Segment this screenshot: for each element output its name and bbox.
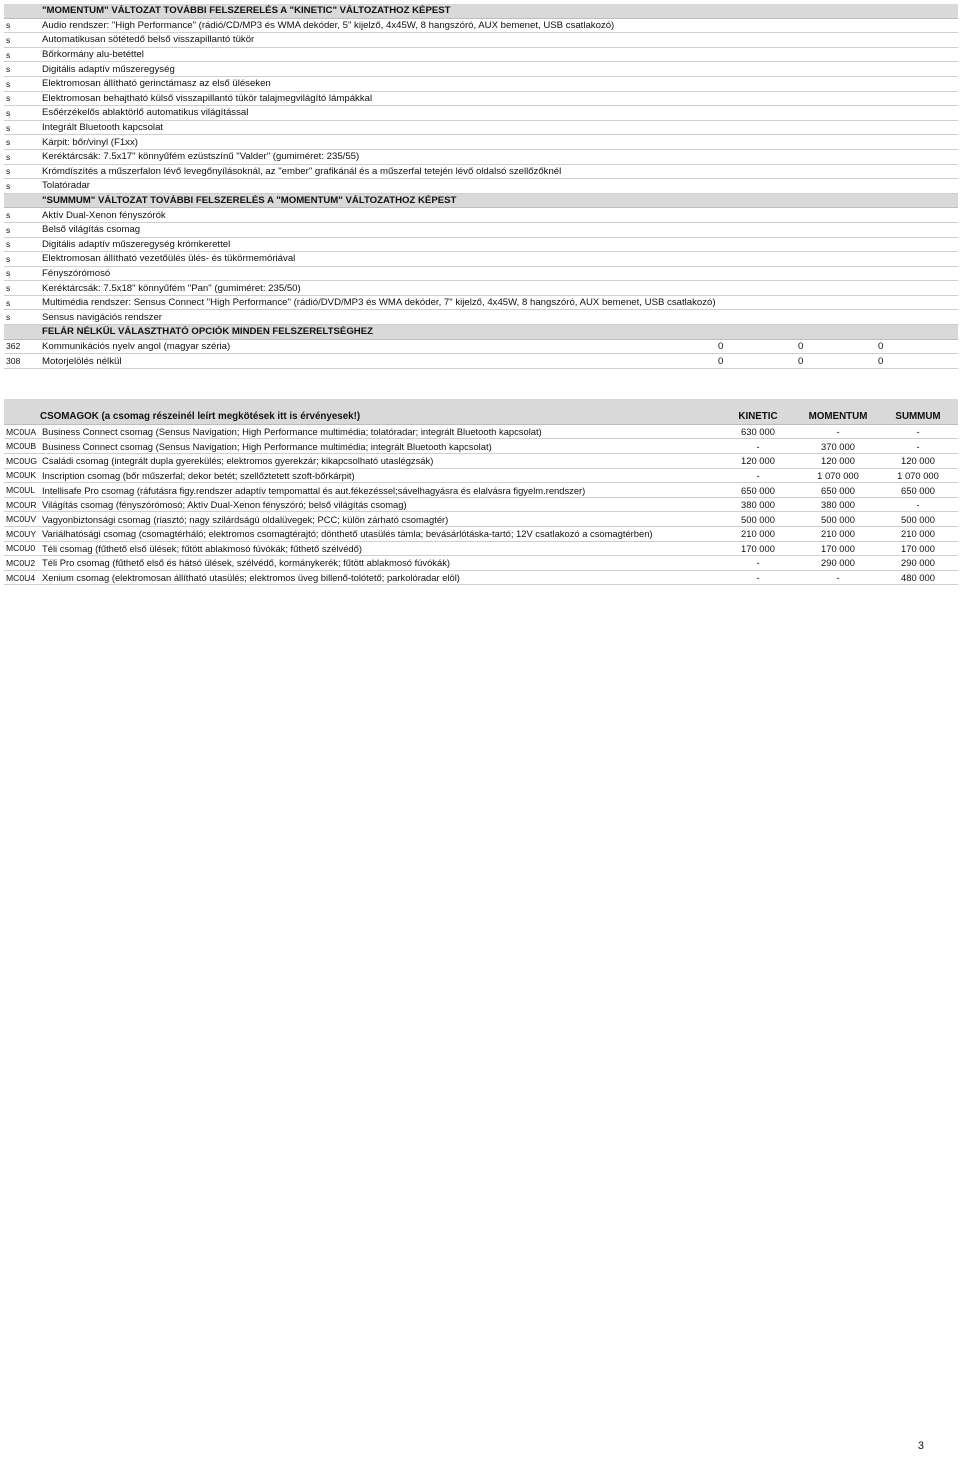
package-description: Világítás csomag (fényszórómosó; Aktív Dual-Xenon fényszóró; belső világítás csomag) bbox=[42, 499, 407, 511]
table-row bbox=[4, 556, 958, 571]
price-momentum: - bbox=[836, 426, 840, 438]
package-description: Vagyonbiztonsági csomag (riasztó; nagy szilárdságú oldalüvegek; PCC; külön zárható csomagtér) bbox=[42, 513, 449, 525]
price-momentum: 210 000 bbox=[821, 528, 855, 540]
price-kinetic: 380 000 bbox=[741, 499, 775, 511]
price-summum: - bbox=[916, 426, 920, 438]
price-summum: 210 000 bbox=[901, 528, 935, 540]
section-header bbox=[4, 194, 958, 209]
price-summum: 0 bbox=[878, 355, 884, 367]
item-marker: s bbox=[6, 253, 11, 264]
item-marker: s bbox=[6, 122, 11, 133]
option-text: Kommunikációs nyelv angol (magyar széria) bbox=[42, 340, 231, 352]
package-code: MC0UA bbox=[6, 426, 37, 437]
item-text: Digitális adaptív műszeregység bbox=[42, 63, 175, 75]
table-row bbox=[4, 425, 958, 440]
package-code: MC0UV bbox=[6, 514, 37, 525]
option-text: Motorjelölés nélkül bbox=[42, 355, 122, 367]
table-row bbox=[4, 571, 958, 586]
section-summum-extras bbox=[4, 194, 958, 325]
price-summum: - bbox=[916, 499, 920, 511]
list-item bbox=[4, 238, 958, 253]
section-header bbox=[4, 325, 958, 340]
price-summum: 500 000 bbox=[901, 513, 935, 525]
price-kinetic: - bbox=[756, 469, 760, 481]
list-item bbox=[4, 267, 958, 282]
price-momentum: 120 000 bbox=[821, 455, 855, 467]
item-marker: s bbox=[6, 283, 11, 294]
item-text: Krómdíszítés a műszerfalon lévő levegőnyílásoknál, az "ember" grafikánál és a műszerfal tetején lévő oldalsó szellőzőknél bbox=[42, 165, 562, 177]
price-kinetic: 650 000 bbox=[741, 484, 775, 496]
table-row bbox=[4, 454, 958, 469]
price-momentum: 290 000 bbox=[821, 557, 855, 569]
item-text: Tolatóradar bbox=[42, 180, 90, 192]
price-momentum: - bbox=[836, 572, 840, 584]
item-marker: s bbox=[6, 93, 11, 104]
item-text: Bőrkormány alu-betéttel bbox=[42, 49, 144, 61]
item-text: Elektromosan behajtható külső visszapillantó tükör talajmegvilágító lámpákkal bbox=[42, 92, 373, 104]
package-code: MC0UY bbox=[6, 528, 37, 539]
table-row bbox=[4, 542, 958, 557]
column-summum: SUMMUM bbox=[895, 410, 941, 422]
price-summum: - bbox=[916, 440, 920, 452]
price-summum: 480 000 bbox=[901, 572, 935, 584]
table-row bbox=[4, 439, 958, 454]
section-title: FELÁR NÉLKÜL VÁLASZTHATÓ OPCIÓK MINDEN FELSZERELTSÉGHEZ bbox=[42, 326, 373, 338]
item-marker: s bbox=[6, 78, 11, 89]
list-item bbox=[4, 135, 958, 150]
column-momentum: MOMENTUM bbox=[808, 410, 868, 422]
package-description: Intellisafe Pro csomag (ráfutásra figy.rendszer adaptív tempomattal és aut.fékezéssel;sávelhagyásra és elalvásra figyelm.rendszer) bbox=[42, 484, 586, 496]
item-marker: s bbox=[6, 20, 11, 31]
item-text: Integrált Bluetooth kapcsolat bbox=[42, 122, 164, 134]
section-title: "SUMMUM" VÁLTOZAT TOVÁBBI FELSZERELÉS A "MOMENTUM" VÁLTOZATHOZ KÉPEST bbox=[42, 195, 457, 207]
price-summum: 1 070 000 bbox=[897, 469, 939, 481]
item-text: Audio rendszer: "High Performance" (rádió/CD/MP3 és WMA dekóder, 5" kijelző, 4x45W, 8 hangszóró, AUX bemenet, USB csatlakozó) bbox=[42, 19, 615, 31]
price-kinetic: - bbox=[756, 572, 760, 584]
list-item bbox=[4, 179, 958, 194]
item-marker: s bbox=[6, 49, 11, 60]
package-description: Inscription csomag (bőr műszerfal; dekor betét; szellőztetett szoft-bőrkárpit) bbox=[42, 469, 355, 481]
page-number: 3 bbox=[917, 1440, 924, 1452]
price-momentum: 650 000 bbox=[821, 484, 855, 496]
item-text: Aktív Dual-Xenon fényszórók bbox=[42, 209, 166, 221]
package-code: MC0U2 bbox=[6, 557, 36, 568]
item-marker: s bbox=[6, 297, 11, 308]
price-kinetic: - bbox=[756, 440, 760, 452]
list-item bbox=[4, 208, 958, 223]
price-kinetic: 500 000 bbox=[741, 513, 775, 525]
list-item bbox=[4, 92, 958, 107]
table-row bbox=[4, 498, 958, 513]
list-item bbox=[4, 106, 958, 121]
package-code: MC0UL bbox=[6, 485, 36, 496]
package-code: MC0U4 bbox=[6, 572, 36, 583]
price-summum: 0 bbox=[878, 340, 884, 352]
section-title: "MOMENTUM" VÁLTOZAT TOVÁBBI FELSZERELÉS A "KINETIC" VÁLTOZATHOZ KÉPEST bbox=[42, 5, 451, 17]
list-item bbox=[4, 77, 958, 92]
item-marker: s bbox=[6, 312, 11, 323]
item-marker: s bbox=[6, 34, 11, 45]
item-marker: s bbox=[6, 151, 11, 162]
packages-table bbox=[4, 425, 958, 586]
price-momentum: 500 000 bbox=[821, 513, 855, 525]
item-text: Keréktárcsák: 7.5x18" könnyűfém "Pan" (gumiméret: 235/50) bbox=[42, 282, 301, 294]
table-row bbox=[4, 483, 958, 498]
list-item bbox=[4, 310, 958, 325]
package-description: Téli csomag (fűthető első ülések; fűtött ablakmosó fúvókák; fűthető szélvédő) bbox=[42, 542, 362, 554]
package-description: Business Connect csomag (Sensus Navigation; High Performance multimédia; tolatóradar; integrált Bluetooth kapcsolat) bbox=[42, 426, 542, 438]
list-item bbox=[4, 121, 958, 136]
package-code: MC0U0 bbox=[6, 543, 36, 554]
package-description: Téli Pro csomag (fűthető első és hátsó ülések, szélvédő, kormánykerék; fűtött ablakmosó fúvókák) bbox=[42, 557, 451, 569]
item-marker: s bbox=[6, 268, 11, 279]
item-text: Elektromosan állítható vezetőülés ülés- és tükörmemóriával bbox=[42, 253, 296, 265]
item-text: Sensus navigációs rendszer bbox=[42, 311, 162, 323]
price-kinetic: 120 000 bbox=[741, 455, 775, 467]
list-item bbox=[4, 252, 958, 267]
item-text: Kárpit: bőr/vinyl (F1xx) bbox=[42, 136, 138, 148]
item-marker: s bbox=[6, 239, 11, 250]
item-marker: s bbox=[6, 224, 11, 235]
list-item bbox=[4, 19, 958, 34]
price-summum: 170 000 bbox=[901, 542, 935, 554]
item-text: Keréktárcsák: 7.5x17" könnyűfém ezüstszínű "Valder" (gumiméret: 235/55) bbox=[42, 151, 360, 163]
item-marker: s bbox=[6, 210, 11, 221]
item-text: Elektromosan állítható gerinctámasz az első üléseken bbox=[42, 78, 271, 90]
price-kinetic: 170 000 bbox=[741, 542, 775, 554]
item-marker: s bbox=[6, 137, 11, 148]
price-momentum: 380 000 bbox=[821, 499, 855, 511]
price-kinetic: 0 bbox=[718, 340, 724, 352]
item-text: Automatikusan sötétedő belső visszapillantó tükör bbox=[42, 34, 255, 46]
section-header bbox=[4, 4, 958, 19]
list-item bbox=[4, 48, 958, 63]
package-code: MC0UG bbox=[6, 455, 38, 466]
list-item bbox=[4, 223, 958, 238]
item-marker: s bbox=[6, 180, 11, 191]
packages-title: CSOMAGOK (a csomag részeinél leírt megkötések itt is érvényesek!) bbox=[40, 410, 361, 422]
price-momentum: 1 070 000 bbox=[817, 469, 859, 481]
column-kinetic: KINETIC bbox=[738, 410, 778, 422]
list-item bbox=[4, 62, 958, 77]
price-kinetic: - bbox=[756, 557, 760, 569]
package-code: MC0UK bbox=[6, 470, 37, 481]
package-description: Xenium csomag (elektromosan állítható utasülés; elektromos üveg billenő-tolótető; parkolóradar elöl) bbox=[42, 572, 460, 584]
item-text: Fényszórómosó bbox=[42, 267, 111, 279]
option-row bbox=[4, 354, 958, 369]
item-marker: s bbox=[6, 107, 11, 118]
packages-header bbox=[4, 399, 958, 425]
price-kinetic: 630 000 bbox=[741, 426, 775, 438]
list-item bbox=[4, 281, 958, 296]
item-text: Belső világítás csomag bbox=[42, 224, 141, 236]
package-code: MC0UR bbox=[6, 499, 37, 510]
table-row bbox=[4, 469, 958, 484]
item-text: Esőérzékelős ablaktörlő automatikus világítással bbox=[42, 107, 249, 119]
package-description: Családi csomag (integrált dupla gyerekülés; elektromos gyerekzár; kikapcsolható utaslégzsák) bbox=[42, 455, 434, 467]
item-marker: s bbox=[6, 64, 11, 75]
price-summum: 290 000 bbox=[901, 557, 935, 569]
price-momentum: 0 bbox=[798, 355, 804, 367]
option-code: 308 bbox=[6, 356, 21, 367]
list-item bbox=[4, 165, 958, 180]
list-item bbox=[4, 33, 958, 48]
price-list-sheet bbox=[4, 4, 958, 585]
price-kinetic: 0 bbox=[718, 355, 724, 367]
section-momentum-extras bbox=[4, 4, 958, 194]
package-code: MC0UB bbox=[6, 441, 37, 452]
price-summum: 650 000 bbox=[901, 484, 935, 496]
item-text: Multimédia rendszer: Sensus Connect "High Performance" (rádió/DVD/MP3 és WMA dekóder, 7" kijelző, 4x45W, 8 hangszóró, AUX bemenet, USB csatlakozó) bbox=[42, 297, 716, 309]
price-kinetic: 210 000 bbox=[741, 528, 775, 540]
price-momentum: 170 000 bbox=[821, 542, 855, 554]
option-row bbox=[4, 340, 958, 355]
package-description: Business Connect csomag (Sensus Navigation; High Performance multimédia; integrált Bluetooth kapcsolat) bbox=[42, 440, 492, 452]
price-summum: 120 000 bbox=[901, 455, 935, 467]
item-marker: s bbox=[6, 166, 11, 177]
package-description: Variálhatósági csomag (csomagtérháló; elektromos csomagtérajtó; dönthető utasülés támla; bevásárlótáska-tartó; 12V csatlakozó a csomagtérben) bbox=[42, 528, 653, 540]
table-row bbox=[4, 527, 958, 542]
price-momentum: 370 000 bbox=[821, 440, 855, 452]
price-momentum: 0 bbox=[798, 340, 804, 352]
item-text: Digitális adaptív műszeregység krómkerettel bbox=[42, 238, 231, 250]
list-item bbox=[4, 296, 958, 311]
option-code: 362 bbox=[6, 341, 21, 352]
list-item bbox=[4, 150, 958, 165]
section-free-options bbox=[4, 325, 958, 369]
table-row bbox=[4, 512, 958, 527]
